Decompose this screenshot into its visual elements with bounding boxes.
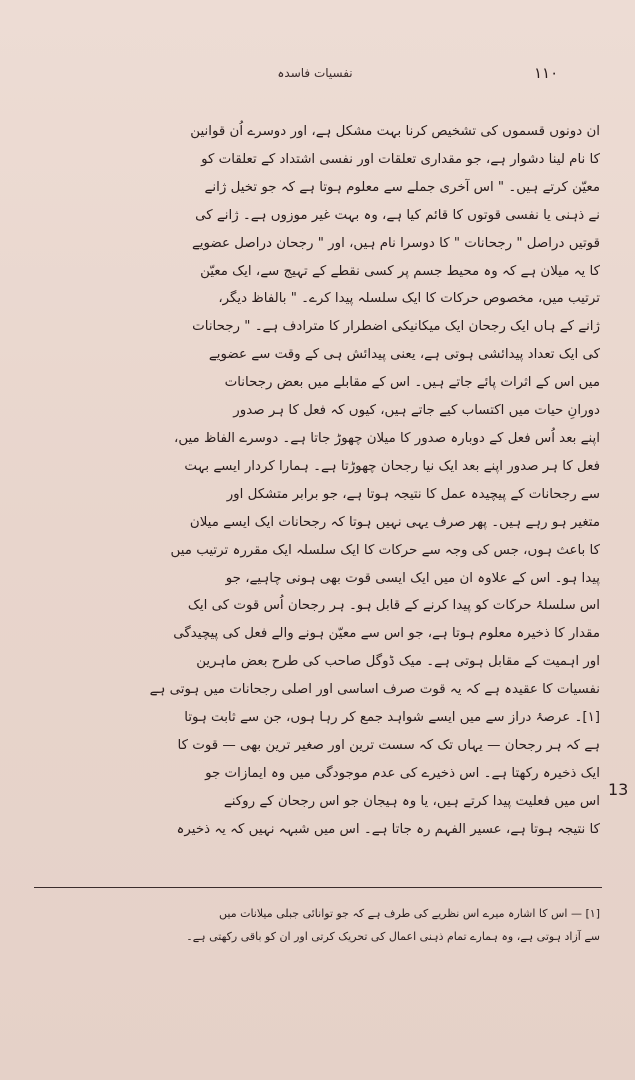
body-line: [۱]۔ عرصۂ دراز سے میں ایسے شواہد جمع کر رہا ہوں، جن سے ثابت ہوتا <box>184 710 600 726</box>
body-line: سے رجحانات کے پیچیدہ عمل کا نتیجہ ہوتا ہے، جو برابر متشکل اور <box>226 486 600 502</box>
body-line: ترتیب میں، مخصوص حرکات کا ایک سلسلہ پیدا کرے۔ " بالفاظ دیگر، <box>218 291 600 307</box>
body-text <box>44 118 600 844</box>
body-line: نے ذہنی یا نفسی قوتوں کا قائم کیا ہے، وہ بہت غیر موزوں ہے۔ ژانے کی <box>195 207 600 223</box>
footnote-divider <box>34 887 602 888</box>
body-line: کا نام لینا دشوار ہے، جو مقداری تعلقات اور نفسی اشتداد کے تعلقات کو <box>201 151 600 167</box>
body-line: دورانِ حیات میں اکتساب کیے جاتے ہیں، کیوں کہ فعل کا ہر صدور <box>233 403 600 419</box>
footnote <box>44 902 600 948</box>
margin-note: 13 <box>608 780 629 799</box>
body-line: اپنے بعد اُس فعل کے دوبارہ صدور کا میلان چھوڑ جاتا ہے۔ دوسرے الفاظ میں، <box>174 430 600 446</box>
body-line: متغیر ہو رہے ہیں۔ پھر صرف یہی نہیں ہوتا کہ رجحانات ایک ایسے میلان <box>189 514 600 530</box>
body-line: میں اس کے اثرات پائے جاتے ہیں۔ اس کے مقابلے میں بعض رجحانات <box>224 375 600 391</box>
footnote-line: سے آزاد ہوتی ہے، وہ ہمارے تمام ذہنی اعمال کی تحریک کرتی اور ان کو باقی رکھتی ہے۔ <box>186 930 600 943</box>
body-line: ان دونوں قسموں کی تشخیص کرنا بہت مشکل ہے، اور دوسرے اُن قوانین <box>190 124 600 139</box>
body-line: پیدا ہو۔ اس کے علاوہ ان میں ایک ایسی قوت بھی ہونی چاہیے، جو <box>225 570 600 586</box>
body-line: مقدار کا ذخیرہ معلوم ہوتا ہے، جو اس سے معیّن ہونے والے فعل کی پیچیدگی <box>173 626 600 642</box>
body-line: کا نتیجہ ہوتا ہے، عسیر الفہم رہ جاتا ہے۔ اس میں شبہہ نہیں کہ یہ ذخیرہ <box>176 821 600 837</box>
footnote-line: [۱] — اس کا اشارہ میرے اس نظریے کی طرف ہے کہ جو توانائی جبلی میلانات میں <box>219 907 600 920</box>
body-line: قوتیں دراصل " رجحانات " کا دوسرا نام ہیں، اور " رجحان دراصل عضویے <box>191 235 600 251</box>
body-line: فعل کا ہر صدور اپنے بعد ایک نیا رجحان چھوڑتا ہے۔ ہمارا کردار ایسے بہت <box>184 458 600 474</box>
body-line: اور اہمیت کے مقابل ہوتی ہے۔ میک ڈوگل صاحب کی طرح بعض ماہرین <box>196 654 600 670</box>
body-line: نفسیات کا عقیدہ ہے کہ یہ قوت صرف اساسی اور اصلی رجحانات میں ہوتی ہے <box>149 682 600 698</box>
page-number: ۱۱۰ <box>534 64 559 82</box>
body-line: اس سلسلۂ حرکات کو پیدا کرنے کے قابل ہو۔ ہر رجحان اُس قوت کی ایک <box>187 598 600 614</box>
body-line: معیّن کرتے ہیں۔ " اس آخری جملے سے معلوم ہوتا ہے کہ جو تخیل ژانے <box>204 179 600 195</box>
body-line: کا یہ میلان ہے کہ وہ محیط جسم پر کسی نقطے کے تہیج سے، ایک معیّن <box>200 263 600 279</box>
body-line: کی ایک تعداد پیدائشی ہوتی ہے، یعنی پیدائش ہی کے وقت سے عضویے <box>208 347 600 363</box>
running-head: نفسیات فاسدہ <box>277 66 353 80</box>
body-line: ہے کہ ہر رجحان — یہاں تک کہ سست ترین اور صغیر ترین بھی — قوت کا <box>177 737 600 753</box>
body-line: ژانے کے ہاں ایک رجحان ایک میکانیکی اضطرار کا مترادف ہے۔ " رجحانات <box>192 319 600 335</box>
body-line: اس میں فعلیت پیدا کرتے ہیں، یا وہ ہیجان جو اس رجحان کے روکنے <box>223 793 600 809</box>
body-line: کا باعث ہوں، جس کی وجہ سے حرکات کا ایک سلسلہ ایک مقررہ ترتیب میں <box>170 542 600 558</box>
body-line: ایک ذخیرہ رکھتا ہے۔ اس ذخیرے کی عدم موجودگی میں وہ ایمازات جو <box>205 765 600 781</box>
